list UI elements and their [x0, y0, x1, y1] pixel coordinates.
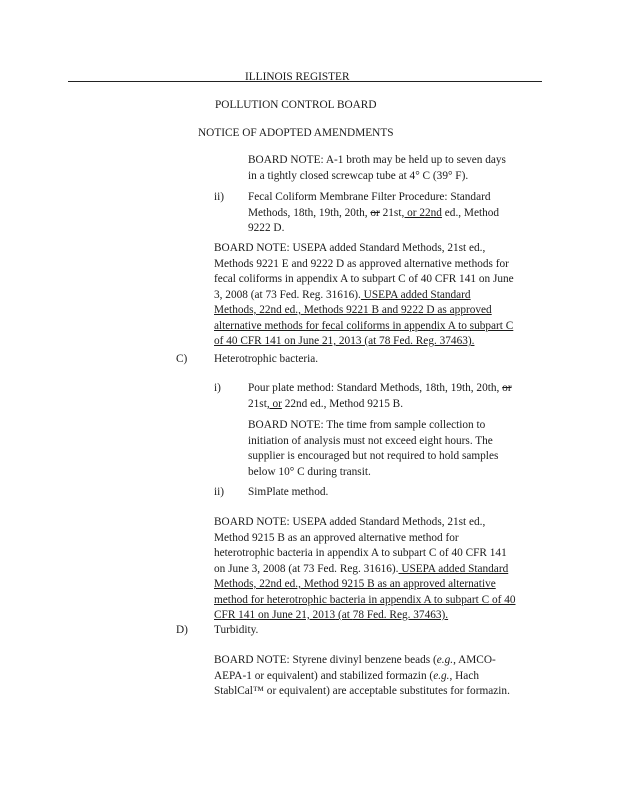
italic-text: e.g. [433, 669, 450, 682]
note-line: StablCal™ or equivalent) are acceptable substitutes for formazin. [214, 685, 510, 697]
inserted-text: CFR 141 on June 21, 2013 [214, 609, 336, 621]
turbidity-heading: Turbidity. [214, 624, 259, 636]
inserted-line: of 40 CFR 141 on June 21, 2013 (at 78 Fed. Reg. 37463). [214, 335, 475, 347]
header-rule [68, 81, 542, 82]
inserted-line: Methods, 22nd ed., Methods 9221 B and 9222 D as approved [214, 304, 492, 316]
item-line [248, 381, 512, 397]
inserted-text: USEPA added Standard [398, 562, 509, 575]
text-run: 3, 2008 (at 73 Fed. Reg. 31616). [214, 288, 361, 301]
text-run: , Hach [449, 669, 479, 682]
text-run: 22nd ed., Method 9215 B. [281, 397, 404, 410]
inserted-text: USEPA added Standard [360, 288, 471, 301]
note-line: initiation of analysis must not exceed eight hours. The [248, 434, 493, 447]
item-line [248, 397, 512, 413]
heterotrophic-heading: Heterotrophic bacteria. [214, 353, 319, 365]
note-line [214, 608, 516, 624]
item-marker-c: C) [176, 353, 188, 365]
note-line [214, 562, 516, 578]
note-line: below 10° C during transit. [248, 465, 371, 478]
note-line: Methods 9221 E and 9222 D as approved alternative methods for [214, 257, 509, 270]
note-line [214, 577, 516, 593]
inserted-line: alternative methods for fecal coliforms in appendix A to subpart C [214, 319, 514, 332]
simplate-item: SimPlate method. [248, 486, 329, 498]
fecal-coliform-item [248, 190, 499, 237]
inserted-text: alternative [448, 578, 496, 590]
inserted-text: as an approved [374, 578, 449, 590]
italic-text: e.g. [436, 654, 454, 666]
text-run: ed., Method [441, 206, 500, 219]
struck-text: or [370, 206, 380, 219]
inserted-text: of 40 [489, 593, 516, 606]
item-marker-i: i) [214, 382, 221, 394]
item-line: 9222 D. [248, 222, 285, 234]
board-note-fecal-coliforms [214, 241, 514, 350]
text-run: Methods, 18th, 19th, 20th, [248, 206, 371, 219]
inserted-text: Methods, 22nd ed., Method 9215 B [214, 578, 375, 590]
board-note-heterotrophic [214, 515, 516, 624]
item-marker-ii: ii) [214, 191, 225, 203]
note-line: BOARD NOTE: The time from sample collection to [248, 419, 486, 431]
notice-title: NOTICE OF ADOPTED AMENDMENTS [198, 127, 394, 139]
item-line: Fecal Coliform Membrane Filter Procedure: Standard [248, 191, 491, 203]
board-note-formazin [214, 653, 510, 700]
pour-plate-item [248, 381, 512, 412]
note-line: fecal coliforms in appendix A to subpart C of 40 CFR 141 on June [214, 273, 514, 285]
text-run: on June 3, 2008 (at 73 Fed. Reg. 31616). [214, 562, 399, 575]
text-run: BOARD NOTE: Styrene divinyl benzene beads ( [214, 654, 437, 666]
note-line: BOARD NOTE: USEPA added Standard Methods, 21st ed., [214, 242, 486, 254]
note-line [214, 593, 516, 609]
note-line [214, 653, 510, 669]
board-note-time-limit [248, 418, 498, 480]
board-title: POLLUTION CONTROL BOARD [215, 99, 377, 111]
text-run: 21st [248, 397, 267, 410]
struck-text: or [502, 382, 512, 394]
inserted-text: method for heterotrophic bacteria in appendix A to subpart C [214, 593, 490, 606]
note-line [214, 288, 514, 304]
note-line: in a tightly closed screwcap tube at 4° C (39° F). [248, 169, 469, 182]
note-line: supplier is encouraged but not required to hold samples [248, 450, 499, 462]
text-run: , AMCO- [453, 654, 496, 666]
inserted-text: (at [335, 609, 353, 621]
item-line [248, 206, 499, 222]
inserted-text: , or 22nd [401, 206, 442, 219]
note-line: heterotrophic bacteria in appendix A to subpart C of 40 CFR 141 [214, 547, 507, 559]
register-title: ILLINOIS REGISTER [245, 71, 350, 83]
text-run: AEPA-1 or equivalent) and stabilized formazin ( [214, 669, 434, 682]
text-run: Pour plate method: Standard Methods, 18th, 19th, 20th, [248, 382, 503, 394]
inserted-text: , or [266, 397, 282, 410]
note-line [214, 669, 510, 685]
board-note-a1-broth [248, 153, 506, 184]
inserted-text: 78 Fed. Reg. 37463). [352, 609, 449, 621]
note-line: BOARD NOTE: USEPA added Standard Methods, 21st ed., [214, 516, 486, 528]
item-marker-ii-simplate: ii) [214, 486, 225, 498]
note-line: BOARD NOTE: A-1 broth may be held up to seven days [248, 154, 506, 166]
item-marker-d: D) [176, 624, 188, 636]
text-run: 21st [379, 206, 402, 219]
note-line: Method 9215 B as an approved alternative method for [214, 531, 459, 544]
